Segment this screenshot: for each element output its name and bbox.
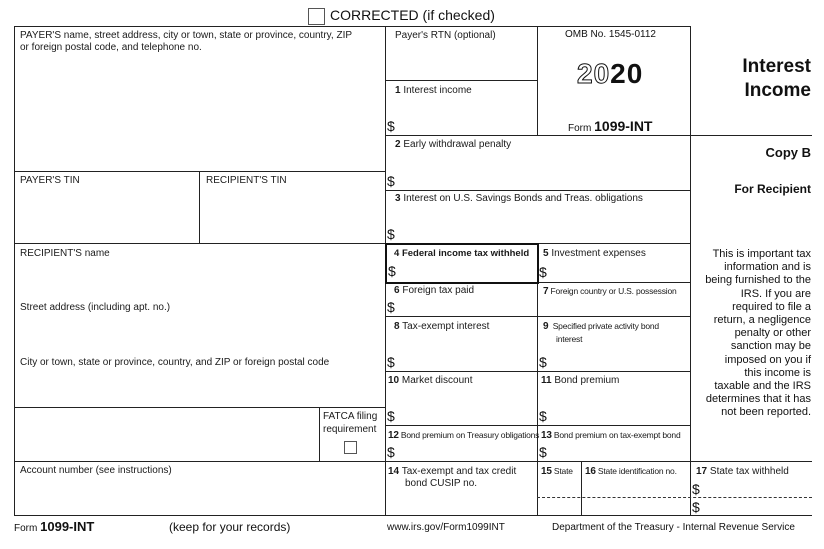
box2-label: 2 Early withdrawal penalty (395, 139, 512, 150)
rtn-bottom-line (385, 80, 537, 81)
box15-state-field-2[interactable] (538, 499, 580, 514)
box6-foreign-tax-field[interactable] (398, 298, 536, 315)
box12-treasury-premium-field[interactable] (398, 442, 536, 460)
box8-tax-exempt-field[interactable] (398, 336, 536, 370)
box4-label: 4 Federal income tax withheld (394, 248, 530, 259)
form-title-line1: Interest (742, 56, 811, 77)
recipient-extra-field[interactable] (15, 408, 318, 460)
box4-federal-tax-field[interactable] (398, 260, 534, 280)
box17-state-tax-field-1[interactable] (703, 478, 811, 496)
box9-label-line2: interest (556, 334, 583, 344)
form-top-border (14, 26, 691, 27)
payer-rtn-field[interactable] (386, 44, 536, 79)
box10-market-discount-field[interactable] (398, 390, 536, 424)
box16-state-id-field-1[interactable] (582, 478, 689, 496)
box8-label: 8 Tax-exempt interest (394, 321, 490, 332)
footer-keep-note: (keep for your records) (169, 520, 291, 534)
box3-dollar: $ (387, 226, 395, 242)
recipient-name-field[interactable] (15, 260, 384, 298)
box11-label: 11 Bond premium (541, 375, 620, 386)
box1-dollar: $ (387, 118, 395, 134)
city-field[interactable] (15, 369, 384, 406)
recipient-tin-label: RECIPIENT'S TIN (206, 175, 287, 186)
box12-label: 12 Bond premium on Treasury obligations (388, 430, 540, 441)
box11-bond-premium-field[interactable] (550, 390, 688, 424)
street-address-label: Street address (including apt. no.) (20, 302, 171, 313)
payer-name-field[interactable] (15, 55, 384, 170)
box2-bottom-line (385, 190, 690, 191)
box5-dollar: $ (539, 264, 547, 280)
payer-rtn-label: Payer's RTN (optional) (395, 30, 496, 41)
box13-tax-exempt-premium-field[interactable] (550, 442, 688, 460)
box7-foreign-country-field[interactable] (540, 298, 688, 315)
box17-dollar-2: $ (692, 499, 700, 515)
for-recipient-label: For Recipient (734, 182, 811, 196)
box15-state-field-1[interactable] (538, 478, 580, 496)
box10-bottom-line (385, 425, 690, 426)
box8-dollar: $ (387, 354, 395, 370)
important-notice: This is important tax information and is being furnished to the IRS. If you are required to file a return, a negligence penalty or other sanction may be imposed on you if this income is taxable and the IRS determines that it has not been reported. (705, 248, 811, 419)
box1-label: 1 Interest income (395, 85, 472, 96)
box9-dollar: $ (539, 354, 547, 370)
box17-dollar-1: $ (692, 481, 700, 497)
fatca-checkbox[interactable] (344, 441, 357, 454)
payer-tin-label: PAYER'S TIN (20, 175, 80, 186)
box1-interest-income-field[interactable] (398, 100, 536, 134)
box2-early-withdrawal-field[interactable] (398, 154, 688, 189)
footer-department: Department of the Treasury - Internal Revenue Service (552, 522, 795, 533)
box14-label-line2: bond CUSIP no. (405, 478, 478, 489)
box3-label: 3 Interest on U.S. Savings Bonds and Treas. obligations (395, 193, 643, 204)
form-id: Form 1099-INT (568, 118, 653, 134)
fatca-label-line2: requirement (323, 424, 377, 435)
corrected-label: CORRECTED (if checked) (330, 7, 495, 23)
box5-investment-expenses-field[interactable] (550, 260, 688, 281)
account-number-field[interactable] (15, 478, 384, 514)
corrected-checkbox[interactable] (308, 8, 325, 25)
box10-dollar: $ (387, 408, 395, 424)
box7-label: 7 Foreign country or U.S. possession (543, 286, 677, 297)
box6-bottom-line (385, 316, 690, 317)
city-label: City or town, state or province, country, and ZIP or foreign postal code (20, 357, 330, 368)
box14-cusip-field[interactable] (386, 490, 536, 514)
form-title-line2: Income (744, 80, 811, 101)
tin-bottom-line (14, 243, 385, 244)
recipient-tin-field[interactable] (200, 188, 384, 242)
fatca-divider (319, 407, 320, 461)
omb-number: OMB No. 1545-0112 (565, 29, 656, 40)
box13-dollar: $ (539, 444, 547, 460)
payer-tin-field[interactable] (15, 188, 198, 242)
form-bottom-border (14, 515, 812, 516)
copy-label: Copy B (765, 145, 811, 160)
box6-dollar: $ (387, 299, 395, 315)
box12-dollar: $ (387, 444, 395, 460)
footer-irs-url[interactable]: www.irs.gov/Form1099INT (387, 522, 505, 533)
box6-label: 6 Foreign tax paid (394, 285, 475, 296)
payer-name-label: PAYER'S name, street address, city or town, state or province, country, ZIP (20, 30, 353, 41)
payer-name-label-line2: or foreign postal code, and telephone no. (20, 42, 202, 53)
box17-label: 17 State tax withheld (696, 466, 789, 477)
fatca-bottom-line (14, 461, 385, 462)
box4-dollar: $ (388, 263, 396, 279)
box8-bottom-line (385, 371, 690, 372)
state-dashed-line (537, 497, 812, 498)
box5-bottom-line (537, 282, 690, 283)
footer-form-id: Form 1099-INT (14, 519, 95, 534)
account-number-label: Account number (see instructions) (20, 465, 172, 476)
col-divider-mid-top (537, 26, 538, 135)
box14-label: 14 Tax-exempt and tax credit (388, 466, 517, 477)
box3-savings-bonds-field[interactable] (398, 208, 688, 242)
box12-bottom-line (385, 461, 812, 462)
fatca-label-line1: FATCA filing (323, 411, 378, 422)
box16-label: 16 State identification no. (585, 466, 677, 477)
box16-state-id-field-2[interactable] (582, 499, 689, 514)
street-address-field[interactable] (15, 314, 384, 352)
box10-label: 10 Market discount (388, 375, 473, 386)
recipient-name-label: RECIPIENT'S name (20, 248, 110, 259)
box11-dollar: $ (539, 408, 547, 424)
box9-private-activity-field[interactable] (550, 346, 688, 370)
box9-label: 9 Specified private activity bond (543, 321, 659, 332)
box13-label: 13 Bond premium on tax-exempt bond (541, 430, 681, 441)
box17-state-tax-field-2[interactable] (703, 499, 811, 514)
box15-label: 15 State (541, 466, 573, 477)
box2-dollar: $ (387, 173, 395, 189)
tax-year: 2020 (577, 58, 644, 89)
box5-label: 5 Investment expenses (543, 248, 646, 259)
